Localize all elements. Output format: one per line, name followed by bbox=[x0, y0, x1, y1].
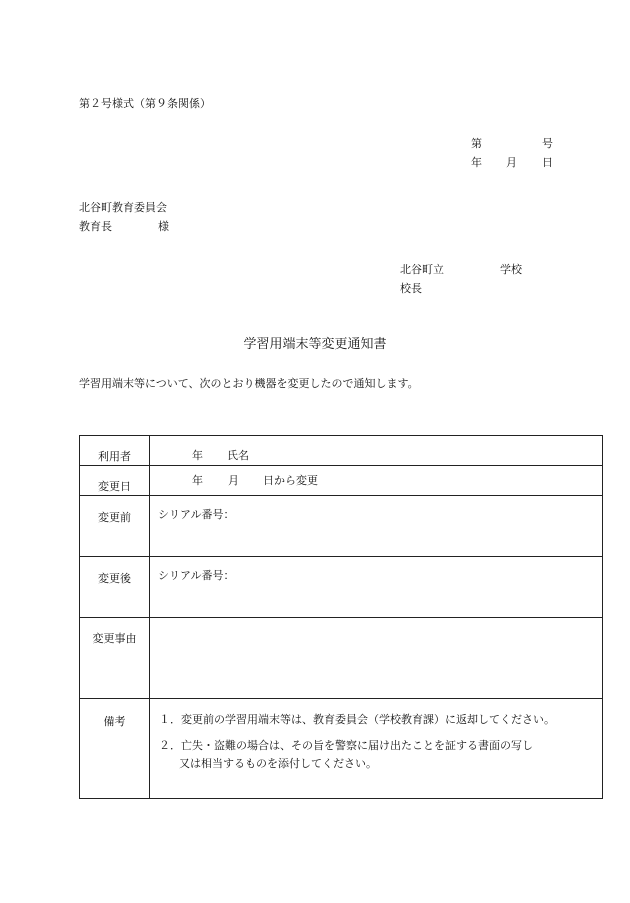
recipient-honorific: 様 bbox=[158, 220, 169, 233]
doc-number-prefix: 第 bbox=[471, 137, 482, 150]
change-date-suffix: 日から変更 bbox=[263, 474, 318, 487]
user-name-label: 氏名 bbox=[227, 449, 249, 462]
document-title: 学習用端末等変更通知書 bbox=[243, 337, 387, 352]
issue-date-day: 日 bbox=[542, 156, 553, 169]
recipient-position: 教育長 bbox=[79, 220, 112, 233]
user-value-cell[interactable] bbox=[150, 436, 603, 466]
sender-block bbox=[400, 260, 522, 298]
doc-number-suffix: 号 bbox=[542, 137, 553, 150]
recipient-organization: 北谷町教育委員会 bbox=[79, 201, 167, 214]
before-label: 変更前 bbox=[98, 511, 131, 524]
notes-row bbox=[80, 699, 603, 799]
user-year: 年 bbox=[192, 449, 203, 462]
reason-value-cell[interactable] bbox=[150, 618, 603, 699]
notification-form-table bbox=[79, 435, 603, 799]
reason-row bbox=[80, 618, 603, 699]
after-row bbox=[80, 557, 603, 618]
after-label-cell bbox=[80, 557, 150, 618]
reason-label-cell bbox=[80, 618, 150, 699]
reason-label: 変更事由 bbox=[92, 632, 137, 645]
sender-school-suffix: 学校 bbox=[500, 263, 522, 276]
user-row bbox=[80, 436, 603, 466]
before-value-cell[interactable] bbox=[150, 496, 603, 557]
recipient-title bbox=[79, 217, 169, 236]
notes-label-cell bbox=[80, 699, 150, 799]
change-date-label-cell bbox=[80, 466, 150, 496]
change-date-month: 月 bbox=[228, 474, 239, 487]
notes-label: 備考 bbox=[103, 715, 126, 728]
recipient-block bbox=[79, 198, 169, 236]
issue-date-year: 年 bbox=[471, 156, 482, 169]
change-date-label: 変更日 bbox=[98, 480, 131, 493]
issue-date-month: 月 bbox=[506, 156, 517, 169]
before-row bbox=[80, 496, 603, 557]
intro-text: 学習用端末等について、次のとおり機器を変更したので通知します。 bbox=[79, 377, 419, 390]
form-number: 第２号様式（第９条関係） bbox=[79, 97, 211, 110]
note-2-line-1: ２．亡失・盗難の場合は、その旨を警察に届け出たことを証する書面の写し bbox=[159, 739, 533, 752]
after-serial-label: シリアル番号： bbox=[158, 569, 235, 582]
note-1: １．変更前の学習用端末等は、教育委員会（学校教育課）に返却してください。 bbox=[159, 713, 555, 726]
before-label-cell bbox=[80, 496, 150, 557]
notes-value-cell bbox=[150, 699, 603, 799]
before-serial-label: シリアル番号： bbox=[158, 508, 235, 521]
note-2-line-2: 又は相当するものを添付してください。 bbox=[179, 757, 377, 770]
after-label: 変更後 bbox=[98, 572, 131, 585]
sender-principal: 校長 bbox=[400, 282, 422, 295]
user-label: 利用者 bbox=[98, 450, 131, 463]
change-date-year: 年 bbox=[192, 474, 203, 487]
after-value-cell[interactable] bbox=[150, 557, 603, 618]
sender-school-prefix: 北谷町立 bbox=[400, 263, 444, 276]
change-date-value-cell[interactable] bbox=[150, 466, 603, 496]
change-date-row bbox=[80, 466, 603, 496]
user-label-cell bbox=[80, 436, 150, 466]
sender-school bbox=[400, 260, 522, 279]
